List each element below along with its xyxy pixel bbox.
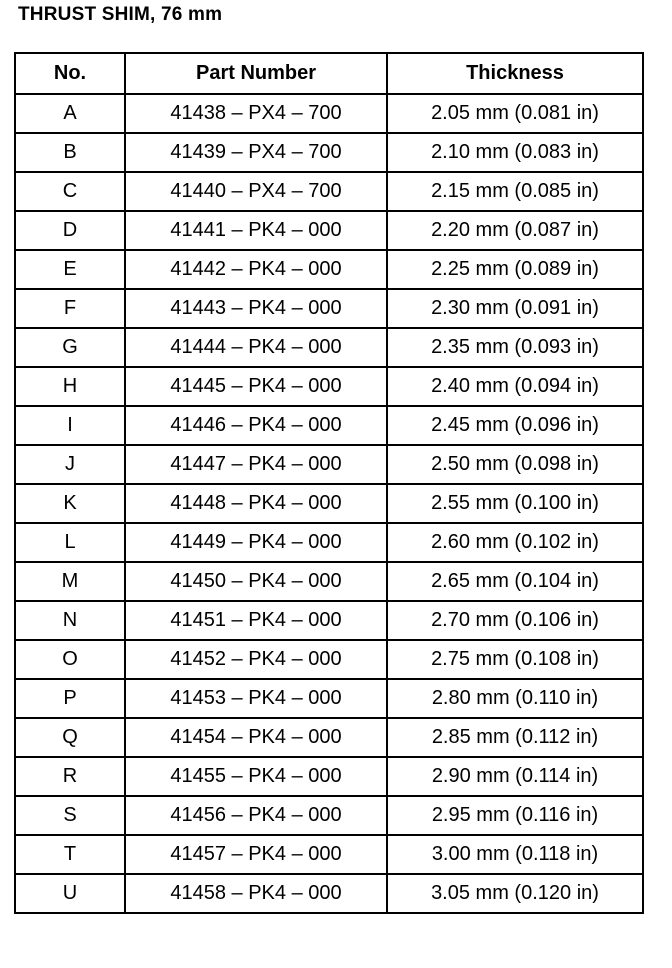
cell-thickness: 2.80 mm (0.110 in) (387, 679, 643, 718)
cell-thickness: 2.15 mm (0.085 in) (387, 172, 643, 211)
cell-thickness: 2.75 mm (0.108 in) (387, 640, 643, 679)
cell-thickness: 2.95 mm (0.116 in) (387, 796, 643, 835)
cell-part-number: 41454 – PK4 – 000 (125, 718, 387, 757)
table-row (15, 250, 643, 289)
table-header-row (15, 53, 643, 94)
cell-thickness: 2.25 mm (0.089 in) (387, 250, 643, 289)
cell-no: J (15, 445, 125, 484)
table-row (15, 133, 643, 172)
table-row (15, 757, 643, 796)
cell-thickness: 2.70 mm (0.106 in) (387, 601, 643, 640)
table-row (15, 211, 643, 250)
cell-part-number: 41442 – PK4 – 000 (125, 250, 387, 289)
cell-part-number: 41455 – PK4 – 000 (125, 757, 387, 796)
table-row (15, 172, 643, 211)
cell-part-number: 41451 – PK4 – 000 (125, 601, 387, 640)
cell-thickness: 2.10 mm (0.083 in) (387, 133, 643, 172)
cell-thickness: 2.85 mm (0.112 in) (387, 718, 643, 757)
cell-no: O (15, 640, 125, 679)
table-row (15, 523, 643, 562)
table-row (15, 796, 643, 835)
cell-no: K (15, 484, 125, 523)
cell-no: E (15, 250, 125, 289)
thrust-shim-table (14, 52, 644, 914)
cell-no: Q (15, 718, 125, 757)
column-header-part-number: Part Number (125, 53, 387, 94)
cell-part-number: 41441 – PK4 – 000 (125, 211, 387, 250)
cell-part-number: 41456 – PK4 – 000 (125, 796, 387, 835)
cell-thickness: 2.35 mm (0.093 in) (387, 328, 643, 367)
cell-part-number: 41443 – PK4 – 000 (125, 289, 387, 328)
cell-part-number: 41444 – PK4 – 000 (125, 328, 387, 367)
cell-no: U (15, 874, 125, 913)
cell-part-number: 41450 – PK4 – 000 (125, 562, 387, 601)
cell-no: S (15, 796, 125, 835)
table-row (15, 835, 643, 874)
cell-thickness: 2.50 mm (0.098 in) (387, 445, 643, 484)
cell-no: H (15, 367, 125, 406)
cell-part-number: 41439 – PX4 – 700 (125, 133, 387, 172)
table-row (15, 640, 643, 679)
cell-no: C (15, 172, 125, 211)
table-row (15, 289, 643, 328)
cell-no: D (15, 211, 125, 250)
table-row (15, 562, 643, 601)
table-row (15, 679, 643, 718)
cell-thickness: 2.60 mm (0.102 in) (387, 523, 643, 562)
cell-thickness: 3.05 mm (0.120 in) (387, 874, 643, 913)
table-row (15, 328, 643, 367)
cell-no: M (15, 562, 125, 601)
cell-thickness: 2.55 mm (0.100 in) (387, 484, 643, 523)
table-row (15, 718, 643, 757)
column-header-thickness: Thickness (387, 53, 643, 94)
cell-no: B (15, 133, 125, 172)
cell-part-number: 41448 – PK4 – 000 (125, 484, 387, 523)
cell-part-number: 41452 – PK4 – 000 (125, 640, 387, 679)
cell-part-number: 41446 – PK4 – 000 (125, 406, 387, 445)
cell-no: N (15, 601, 125, 640)
cell-part-number: 41438 – PX4 – 700 (125, 94, 387, 133)
table-row (15, 406, 643, 445)
cell-no: A (15, 94, 125, 133)
cell-thickness: 2.20 mm (0.087 in) (387, 211, 643, 250)
cell-thickness: 2.45 mm (0.096 in) (387, 406, 643, 445)
cell-part-number: 41445 – PK4 – 000 (125, 367, 387, 406)
cell-thickness: 2.65 mm (0.104 in) (387, 562, 643, 601)
cell-part-number: 41453 – PK4 – 000 (125, 679, 387, 718)
cell-thickness: 2.30 mm (0.091 in) (387, 289, 643, 328)
cell-part-number: 41457 – PK4 – 000 (125, 835, 387, 874)
page-title: THRUST SHIM, 76 mm (18, 4, 223, 25)
table-row (15, 445, 643, 484)
cell-no: F (15, 289, 125, 328)
column-header-no: No. (15, 53, 125, 94)
table-row (15, 94, 643, 133)
cell-no: I (15, 406, 125, 445)
table-row (15, 367, 643, 406)
cell-no: L (15, 523, 125, 562)
cell-thickness: 2.40 mm (0.094 in) (387, 367, 643, 406)
cell-part-number: 41458 – PK4 – 000 (125, 874, 387, 913)
table-row (15, 874, 643, 913)
cell-no: P (15, 679, 125, 718)
cell-part-number: 41449 – PK4 – 000 (125, 523, 387, 562)
cell-thickness: 2.90 mm (0.114 in) (387, 757, 643, 796)
table-row (15, 601, 643, 640)
cell-no: T (15, 835, 125, 874)
cell-thickness: 2.05 mm (0.081 in) (387, 94, 643, 133)
table-row (15, 484, 643, 523)
cell-thickness: 3.00 mm (0.118 in) (387, 835, 643, 874)
cell-no: R (15, 757, 125, 796)
cell-part-number: 41447 – PK4 – 000 (125, 445, 387, 484)
cell-part-number: 41440 – PX4 – 700 (125, 172, 387, 211)
cell-no: G (15, 328, 125, 367)
